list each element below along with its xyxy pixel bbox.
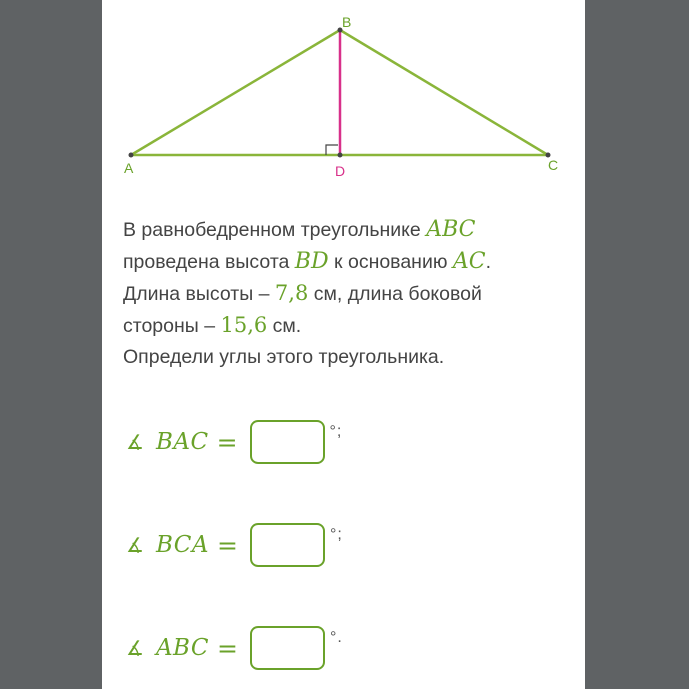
answer-row-bac [126, 417, 342, 467]
equals-sign: = [216, 633, 238, 663]
angle-bca-input[interactable] [250, 523, 325, 567]
task-text-part: см. [267, 315, 302, 337]
task-text-part: В равнобедренном треугольнике [123, 219, 427, 241]
height-name: BD [294, 249, 329, 274]
right-angle-mark [326, 145, 338, 155]
task-text-part: Длина высоты – [123, 283, 275, 305]
answer-row-bca [126, 520, 343, 570]
point-a [129, 153, 134, 158]
angle-icon: ∡ [126, 533, 144, 557]
label-d: D [335, 163, 346, 179]
equals-sign: = [216, 427, 238, 457]
task-text-part: см, длина боковой [308, 283, 482, 305]
degree-suffix: °; [329, 526, 343, 543]
height-value: 7,8 [274, 281, 309, 305]
task-question: Определи углы этого треугольника. [123, 346, 445, 368]
side-value: 15,6 [220, 313, 268, 337]
task-text [123, 214, 563, 373]
task-card [102, 0, 585, 689]
task-line-3 [123, 278, 563, 310]
base-name: AC [452, 249, 486, 274]
angle-name: BAC [155, 429, 209, 455]
task-text-part: к основанию [328, 251, 453, 273]
task-text-part: . [485, 251, 492, 273]
task-line-1 [123, 214, 563, 246]
task-line-2 [123, 246, 563, 278]
angle-name: ABC [155, 635, 209, 661]
label-b: B [342, 14, 352, 30]
task-text-part: стороны – [123, 315, 221, 337]
task-line-4 [123, 310, 563, 342]
triangle-name: ABC [426, 217, 476, 242]
angle-icon: ∡ [126, 430, 144, 454]
angle-bac-input[interactable] [250, 420, 325, 464]
side-bc [340, 30, 548, 155]
side-ab [131, 30, 340, 155]
point-d [338, 153, 343, 158]
triangle-figure [102, 0, 585, 200]
degree-suffix: °. [329, 629, 343, 646]
angle-abc-input[interactable] [250, 626, 325, 670]
task-text-part: проведена высота [123, 251, 295, 273]
answer-row-abc [126, 623, 343, 673]
label-c: C [548, 157, 559, 173]
equals-sign: = [216, 530, 238, 560]
angle-icon: ∡ [126, 636, 144, 660]
degree-suffix: °; [329, 423, 343, 440]
angle-name: BCA [155, 532, 209, 558]
label-a: A [124, 160, 134, 176]
